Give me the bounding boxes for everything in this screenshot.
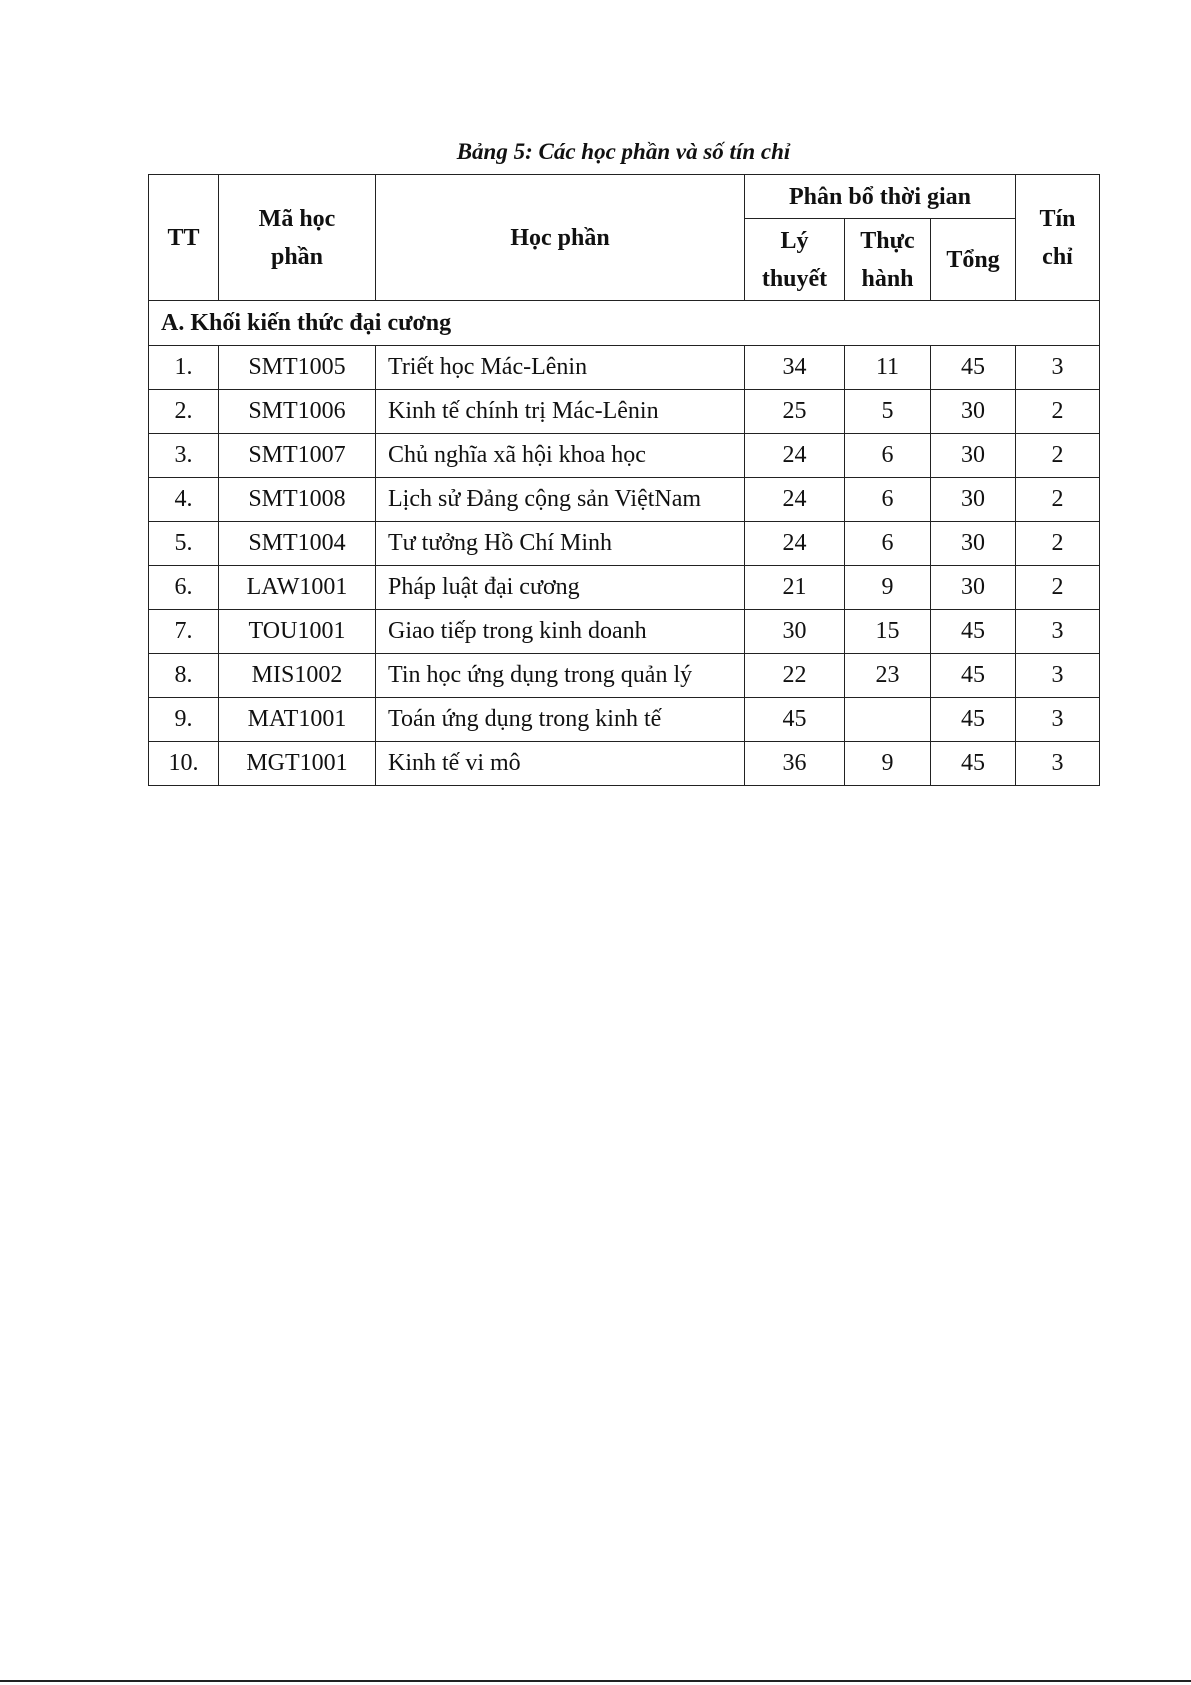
- cell-tong: 45: [931, 654, 1016, 698]
- cell-name: Kinh tế vi mô: [376, 742, 745, 786]
- header-ly-thuyet: [745, 219, 845, 301]
- cell-name: Toán ứng dụng trong kinh tế: [376, 698, 745, 742]
- cell-thuc-hanh: [845, 698, 931, 742]
- cell-tong: 30: [931, 390, 1016, 434]
- header-ma-hoc-phan: [219, 175, 376, 301]
- cell-tt: 1.: [149, 346, 219, 390]
- cell-tin-chi: 2: [1016, 522, 1100, 566]
- cell-ly-thuyet: 45: [745, 698, 845, 742]
- cell-name: Tin học ứng dụng trong quản lý: [376, 654, 745, 698]
- cell-tin-chi: 3: [1016, 654, 1100, 698]
- header-thuc-hanh: [845, 219, 931, 301]
- header-tin-chi: [1016, 175, 1100, 301]
- table-row: [149, 478, 1100, 522]
- cell-thuc-hanh: 6: [845, 522, 931, 566]
- cell-code: SMT1004: [219, 522, 376, 566]
- cell-code: SMT1007: [219, 434, 376, 478]
- header-ma-hoc-phan-line2: phần: [270, 243, 324, 270]
- cell-thuc-hanh: 23: [845, 654, 931, 698]
- cell-ly-thuyet: 36: [745, 742, 845, 786]
- table-row: [149, 522, 1100, 566]
- cell-thuc-hanh: 6: [845, 434, 931, 478]
- header-ly-thuyet-line1: Lý: [780, 227, 809, 254]
- table-row: [149, 742, 1100, 786]
- cell-tt: 8.: [149, 654, 219, 698]
- cell-tong: 30: [931, 434, 1016, 478]
- table-row: [149, 654, 1100, 698]
- cell-tt: 10.: [149, 742, 219, 786]
- header-hoc-phan: Học phần: [376, 175, 745, 301]
- cell-tin-chi: 2: [1016, 390, 1100, 434]
- cell-tin-chi: 2: [1016, 566, 1100, 610]
- cell-code: SMT1008: [219, 478, 376, 522]
- header-tt: TT: [149, 175, 219, 301]
- cell-code: MIS1002: [219, 654, 376, 698]
- cell-tin-chi: 3: [1016, 610, 1100, 654]
- cell-ly-thuyet: 24: [745, 522, 845, 566]
- cell-ly-thuyet: 24: [745, 478, 845, 522]
- cell-tin-chi: 2: [1016, 478, 1100, 522]
- cell-name: Triết học Mác-Lênin: [376, 346, 745, 390]
- header-tong: Tổng: [931, 219, 1016, 301]
- cell-ly-thuyet: 30: [745, 610, 845, 654]
- header-ly-thuyet-line2: thuyết: [761, 265, 828, 292]
- cell-thuc-hanh: 6: [845, 478, 931, 522]
- table-row: [149, 566, 1100, 610]
- cell-tin-chi: 3: [1016, 346, 1100, 390]
- table-row: [149, 390, 1100, 434]
- section-title: A. Khối kiến thức đại cương: [149, 301, 1100, 346]
- cell-name: Tư tưởng Hồ Chí Minh: [376, 522, 745, 566]
- cell-code: SMT1005: [219, 346, 376, 390]
- cell-code: LAW1001: [219, 566, 376, 610]
- courses-table: [148, 174, 1100, 786]
- header-phan-bo-thoi-gian: Phân bổ thời gian: [745, 175, 1016, 219]
- cell-tt: 6.: [149, 566, 219, 610]
- cell-name: Pháp luật đại cương: [376, 566, 745, 610]
- cell-tin-chi: 3: [1016, 698, 1100, 742]
- header-tin-chi-line2: chỉ: [1042, 243, 1073, 270]
- cell-ly-thuyet: 21: [745, 566, 845, 610]
- cell-code: MGT1001: [219, 742, 376, 786]
- cell-name: Giao tiếp trong kinh doanh: [376, 610, 745, 654]
- cell-tong: 45: [931, 698, 1016, 742]
- cell-tong: 30: [931, 566, 1016, 610]
- header-thuc-hanh-line2: hành: [861, 265, 914, 292]
- cell-ly-thuyet: 24: [745, 434, 845, 478]
- cell-name: Kinh tế chính trị Mác-Lênin: [376, 390, 745, 434]
- cell-tong: 30: [931, 522, 1016, 566]
- header-ma-hoc-phan-line1: Mã học: [258, 205, 336, 232]
- cell-thuc-hanh: 11: [845, 346, 931, 390]
- cell-tong: 30: [931, 478, 1016, 522]
- cell-tin-chi: 3: [1016, 742, 1100, 786]
- table-row: [149, 610, 1100, 654]
- cell-ly-thuyet: 34: [745, 346, 845, 390]
- page-bottom-rule: [0, 1680, 1191, 1682]
- cell-tt: 4.: [149, 478, 219, 522]
- cell-code: TOU1001: [219, 610, 376, 654]
- table-row: [149, 346, 1100, 390]
- cell-code: SMT1006: [219, 390, 376, 434]
- table-row: [149, 434, 1100, 478]
- cell-tt: 7.: [149, 610, 219, 654]
- table-caption: Bảng 5: Các học phần và số tín chỉ: [456, 139, 791, 164]
- cell-tt: 9.: [149, 698, 219, 742]
- cell-tin-chi: 2: [1016, 434, 1100, 478]
- table-row: [149, 698, 1100, 742]
- cell-ly-thuyet: 25: [745, 390, 845, 434]
- cell-tong: 45: [931, 742, 1016, 786]
- cell-tt: 3.: [149, 434, 219, 478]
- cell-thuc-hanh: 9: [845, 742, 931, 786]
- cell-tong: 45: [931, 610, 1016, 654]
- cell-ly-thuyet: 22: [745, 654, 845, 698]
- header-tin-chi-line1: Tín: [1039, 205, 1076, 232]
- header-thuc-hanh-line1: Thực: [860, 227, 915, 254]
- cell-name: Lịch sử Đảng cộng sản ViệtNam: [376, 478, 745, 522]
- cell-code: MAT1001: [219, 698, 376, 742]
- cell-tt: 5.: [149, 522, 219, 566]
- cell-tong: 45: [931, 346, 1016, 390]
- cell-thuc-hanh: 5: [845, 390, 931, 434]
- cell-tt: 2.: [149, 390, 219, 434]
- cell-thuc-hanh: 9: [845, 566, 931, 610]
- cell-thuc-hanh: 15: [845, 610, 931, 654]
- cell-name: Chủ nghĩa xã hội khoa học: [376, 434, 745, 478]
